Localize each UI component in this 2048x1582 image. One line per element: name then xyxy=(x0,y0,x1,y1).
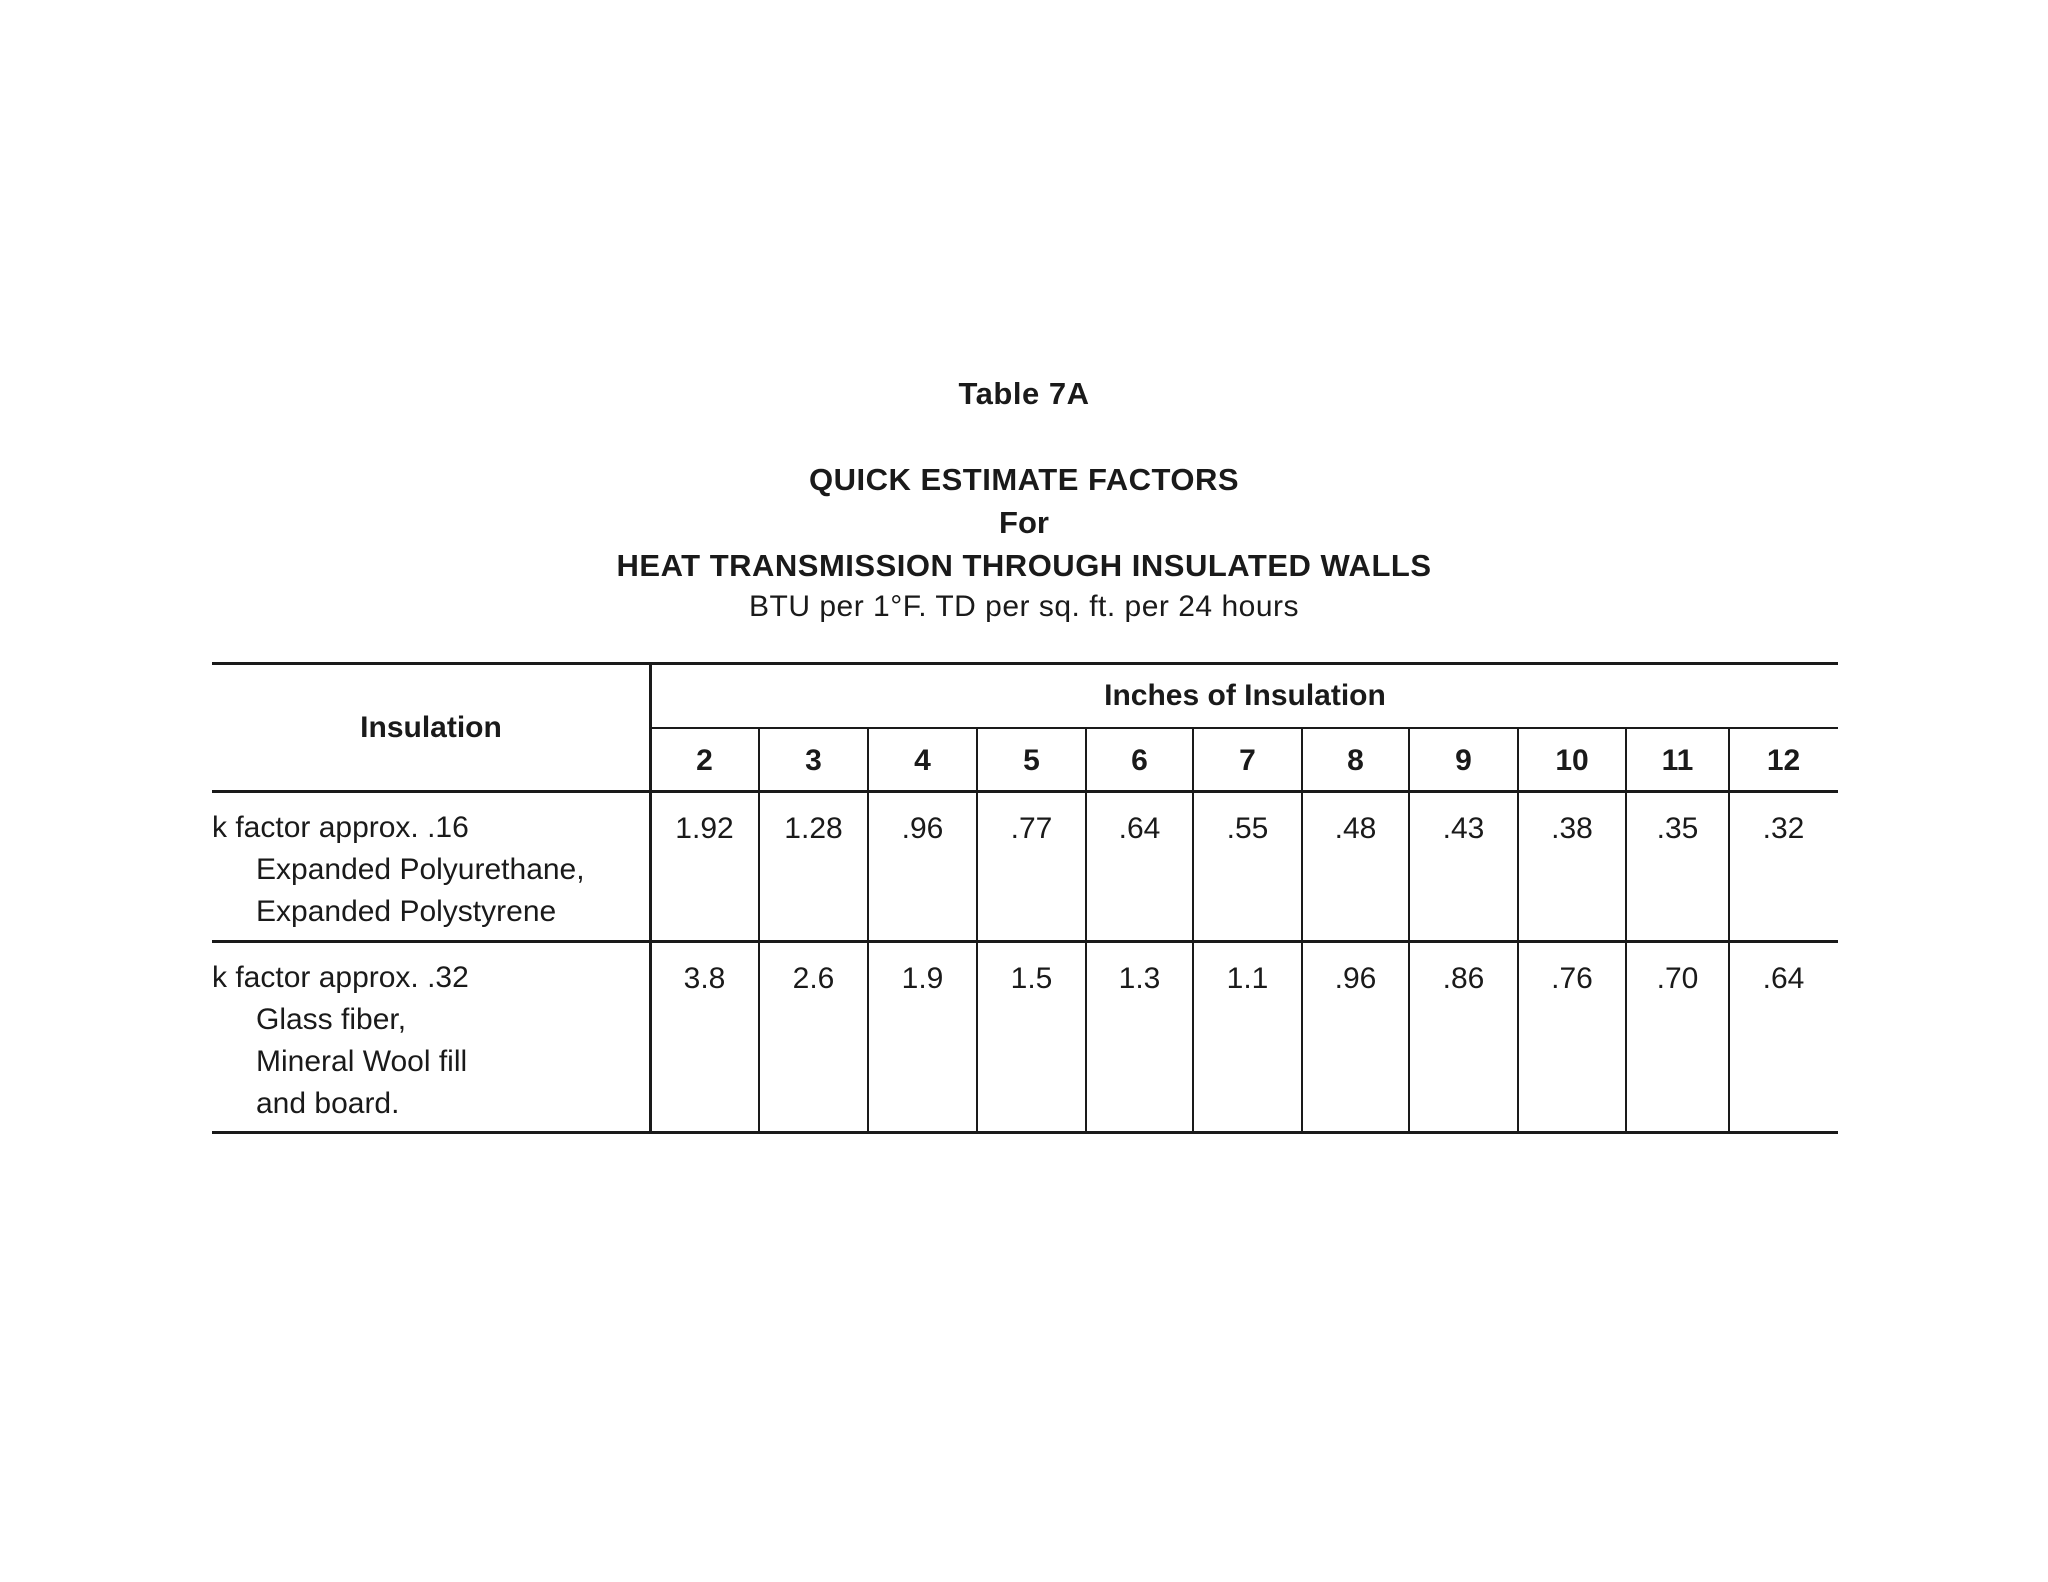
table-cell: 1.3 xyxy=(1118,962,1161,995)
column-divider xyxy=(1728,727,1730,1134)
column-divider xyxy=(1192,727,1194,1134)
row-label-line: and board. xyxy=(256,1087,400,1120)
column-divider xyxy=(1625,727,1627,1134)
row-label-line: Expanded Polystyrene xyxy=(256,895,557,928)
column-header: 5 xyxy=(1023,744,1040,777)
title-line-2: For xyxy=(999,505,1049,540)
table-cell: .38 xyxy=(1551,812,1593,845)
table-top-rule xyxy=(212,662,1838,665)
table-cell: 1.1 xyxy=(1226,962,1269,995)
column-header: 11 xyxy=(1661,744,1694,777)
table-cell: 1.5 xyxy=(1010,962,1053,995)
row-label-line: k factor approx. .16 xyxy=(212,811,469,844)
subtitle: BTU per 1°F. TD per sq. ft. per 24 hours xyxy=(749,590,1299,623)
column-header: 2 xyxy=(696,744,713,777)
column-header: 10 xyxy=(1555,744,1589,777)
table-cell: .96 xyxy=(1334,962,1377,995)
column-divider xyxy=(1517,727,1519,1134)
table-cell: .76 xyxy=(1551,962,1593,995)
column-header: 12 xyxy=(1766,744,1801,777)
table-cell: 1.9 xyxy=(901,962,944,995)
table-cell: .64 xyxy=(1118,812,1161,845)
column-divider xyxy=(976,727,978,1134)
table-cell: .64 xyxy=(1762,962,1805,995)
column-group-rule xyxy=(650,727,1838,729)
table-label: Table 7A xyxy=(958,376,1090,411)
title-line-3: HEAT TRANSMISSION THROUGH INSULATED WALLS xyxy=(616,548,1432,583)
row-label xyxy=(212,807,585,933)
table-cell: .55 xyxy=(1226,812,1269,845)
column-divider xyxy=(1301,727,1303,1134)
title-line-1: QUICK ESTIMATE FACTORS xyxy=(808,462,1240,497)
row-label-line: Glass fiber, xyxy=(256,1003,407,1036)
row-label-line: Mineral Wool fill xyxy=(256,1045,468,1078)
column-group-header: Inches of Insulation xyxy=(1104,679,1386,712)
header-bottom-rule xyxy=(212,790,1838,793)
row-divider-rule xyxy=(212,940,1838,943)
table-bottom-rule xyxy=(212,1131,1838,1134)
table-cell: .35 xyxy=(1656,812,1699,845)
column-header: 6 xyxy=(1131,744,1148,777)
column-divider xyxy=(758,727,760,1134)
table-cell: 2.6 xyxy=(792,962,835,995)
column-divider xyxy=(867,727,869,1134)
table-cell: .43 xyxy=(1442,812,1485,845)
column-divider xyxy=(1408,727,1410,1134)
column-header: 8 xyxy=(1347,744,1364,777)
table-cell: .32 xyxy=(1762,812,1805,845)
row-label-line: k factor approx. .32 xyxy=(212,961,469,994)
column-header: 4 xyxy=(914,744,931,777)
table-cell: .48 xyxy=(1334,812,1377,845)
table-cell: .77 xyxy=(1010,812,1053,845)
table-cell: 1.28 xyxy=(784,812,843,845)
table-cell: 1.92 xyxy=(675,812,734,845)
table-cell: 3.8 xyxy=(683,962,726,995)
column-header: 3 xyxy=(805,744,822,777)
column-header: 7 xyxy=(1239,744,1256,777)
row-label-line: Expanded Polyurethane, xyxy=(256,853,585,886)
row-label xyxy=(212,957,469,1125)
row-header-insulation: Insulation xyxy=(360,711,502,744)
column-header: 9 xyxy=(1455,744,1472,777)
table-cell: .96 xyxy=(901,812,944,845)
column-divider xyxy=(1085,727,1087,1134)
table-cell: .70 xyxy=(1656,962,1699,995)
table-cell: .86 xyxy=(1442,962,1485,995)
